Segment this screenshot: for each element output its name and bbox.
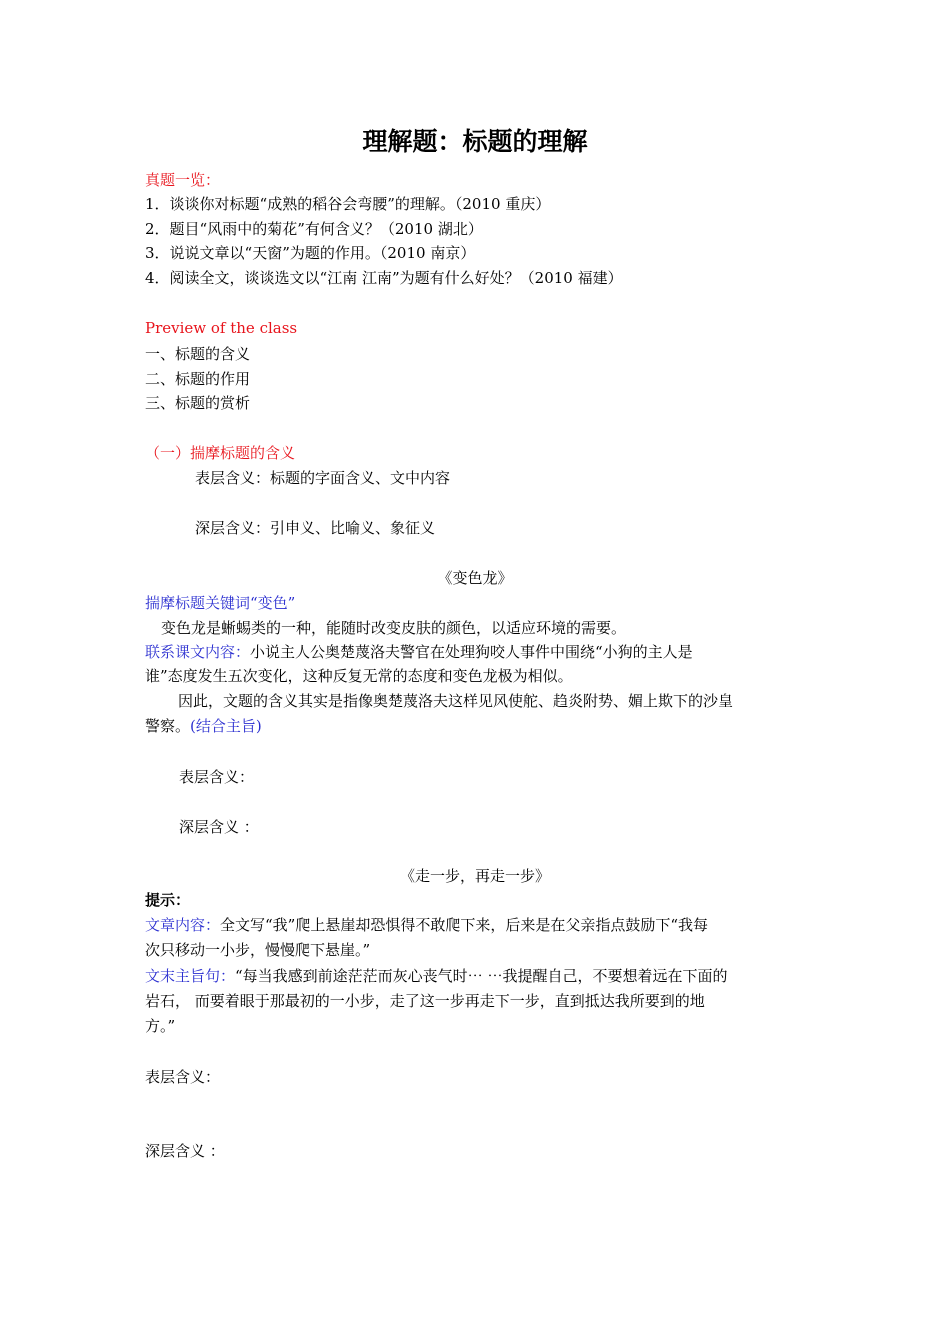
- theme-text: “每当我感到前途茫茫而灰心丧气时⋯ ⋯我提醒自己，不要想着远在下面的: [235, 967, 728, 985]
- content-text: 次只移动一小步，慢慢爬下悬崖。”: [145, 941, 371, 959]
- step-title: 《走一步，再走一步》: [399, 867, 550, 885]
- link-content-text: 小说主人公奥楚蔑洛夫警官在处理狗咬人事件中围绕“小狗的主人是: [250, 643, 693, 661]
- link-content-label: 联系课文内容：: [145, 643, 251, 661]
- doc-title: 理解题：标题的理解: [362, 127, 588, 156]
- preview-item: 二、标题的作用: [145, 370, 251, 388]
- conclusion-text: 警察。: [145, 717, 191, 735]
- keyword-label: 揣摩标题关键词“变色”: [145, 594, 296, 612]
- preview-heading: Preview of the class: [145, 319, 298, 337]
- link-content-text: 谁”态度发生五次变化，这种反复无常的态度和变色龙极为相似。: [145, 667, 573, 685]
- content-line: [145, 915, 708, 935]
- past-question-item: 2．题目“风雨中的菊花”有何含义？（2010 湖北）: [145, 220, 483, 238]
- past-question-item: 1．谈谈你对标题“成熟的稻谷会弯腰”的理解。（2010 重庆）: [145, 195, 551, 213]
- theme-label: 文末主旨句：: [145, 967, 236, 985]
- deep-meaning-prompt: 深层含义 ：: [179, 818, 259, 836]
- theme-text: 岩石， 而要着眼于那最初的一小步，走了这一步再走下一步，直到抵达我所要到的地: [145, 992, 705, 1010]
- link-content-line: [145, 642, 693, 662]
- preview-item: 三、标题的赏析: [145, 394, 251, 412]
- past-question-item: 4．阅读全文，谈谈选文以“江南 江南”为题有什么好处？（2010 福建）: [145, 269, 623, 287]
- surface-meaning-prompt: 表层含义：: [179, 768, 255, 786]
- conclusion-text: 因此，文题的含义其实是指像奥楚蔑洛夫这样见风使舵、趋炎附势、媚上欺下的沙皇: [178, 692, 734, 710]
- chameleon-title: 《变色龙》: [437, 569, 513, 587]
- past-question-item: 3．说说文章以“天窗”为题的作用。（2010 南京）: [145, 244, 476, 262]
- content-label: 文章内容：: [145, 916, 221, 934]
- hint-label: 提示：: [145, 891, 191, 909]
- content-text: 全文写“我”爬上悬崖却恐惧得不敢爬下来，后来是在父亲指点鼓励下“我每: [220, 916, 709, 934]
- chameleon-definition: 变色龙是蜥蜴类的一种，能随时改变皮肤的颜色，以适应环境的需要。: [161, 619, 627, 637]
- preview-item: 一、标题的含义: [145, 345, 251, 363]
- past-questions-heading: 真题一览：: [145, 171, 221, 189]
- deep-meaning-prompt: 深层含义 ：: [145, 1142, 225, 1160]
- part1-heading: （一）揣摩标题的含义: [145, 444, 296, 462]
- surface-meaning-prompt: 表层含义：: [145, 1068, 221, 1086]
- theme-text: 方。”: [145, 1017, 176, 1035]
- conclusion-note: (结合主旨): [190, 717, 262, 735]
- theme-line: [145, 966, 727, 986]
- surface-meaning-def: 表层含义：标题的字面含义、文中内容: [195, 469, 451, 487]
- deep-meaning-def: 深层含义：引申义、比喻义、象征义: [195, 519, 436, 537]
- conclusion-line: [145, 716, 262, 736]
